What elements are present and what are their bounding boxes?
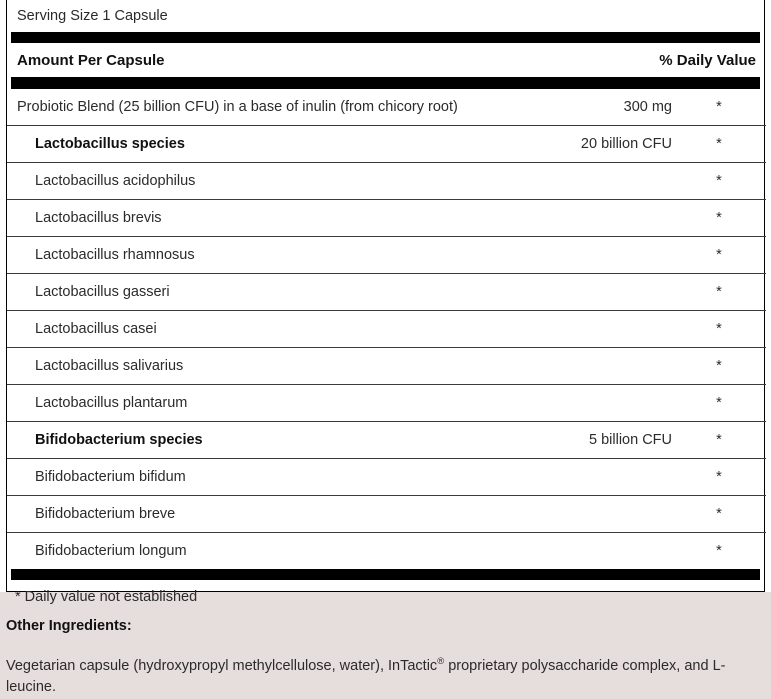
ingredient-amount-cell: 5 billion CFU: [487, 422, 672, 459]
table-row: [7, 274, 766, 311]
divider-bar-header: [11, 77, 760, 89]
divider-bar-top: [11, 32, 760, 43]
supplement-facts-table: [7, 89, 766, 569]
other-ingredients-title: Other Ingredients:: [6, 618, 132, 634]
ingredient-name-cell: Bifidobacterium species: [7, 422, 487, 459]
daily-value-footnote: [7, 580, 764, 614]
ingredient-amount-cell: [487, 311, 672, 348]
ingredient-name-cell: Lactobacillus gasseri: [7, 274, 487, 311]
ingredient-daily-value-cell: *: [672, 200, 766, 237]
table-row: [7, 126, 766, 163]
ingredient-amount-cell: [487, 163, 672, 200]
ingredient-name-cell: Bifidobacterium longum: [35, 543, 187, 559]
table-row: [7, 496, 766, 533]
serving-size-row: [7, 0, 764, 32]
ingredient-name-cell: Lactobacillus casei: [7, 311, 487, 348]
ingredient-daily-value-cell: *: [672, 89, 766, 126]
ingredient-name-cell: Bifidobacterium bifidum: [7, 459, 487, 496]
divider-bar-footnote: [11, 569, 760, 580]
ingredient-amount-cell: [487, 496, 672, 533]
ingredient-amount-cell: [487, 237, 672, 274]
ingredient-amount-cell: [487, 385, 672, 422]
ingredient-name-cell: Bifidobacterium breve: [7, 496, 487, 533]
ingredient-name-cell: Lactobacillus brevis: [7, 200, 487, 237]
table-row: [7, 200, 766, 237]
other-ingredients-text-after-mark: proprietary polysaccharide complex, and L-leucine.: [6, 658, 726, 695]
ingredient-daily-value-cell: *: [672, 459, 766, 496]
serving-size-label: Serving Size 1 Capsule: [17, 8, 168, 24]
ingredient-daily-value-cell: *: [672, 348, 766, 385]
table-row: [7, 459, 766, 496]
ingredient-daily-value-cell: *: [716, 543, 722, 559]
table-row: [7, 422, 766, 459]
daily-value-footnote-text: * Daily value not established: [15, 589, 198, 605]
ingredient-amount-cell: [487, 459, 672, 496]
ingredient-name-cell: Lactobacillus species: [7, 126, 487, 163]
supplement-facts-panel: [6, 0, 765, 605]
ingredient-daily-value-cell: *: [672, 237, 766, 274]
table-row: [7, 89, 766, 126]
table-row: [7, 533, 766, 570]
amount-per-capsule-header: Amount Per Capsule: [17, 51, 165, 69]
table-row: [7, 163, 766, 200]
supplement-facts-table-body: [7, 89, 766, 569]
ingredient-name-cell: Lactobacillus salivarius: [7, 348, 487, 385]
ingredient-amount-cell: [487, 348, 672, 385]
ingredient-amount-cell: 20 billion CFU: [487, 126, 672, 163]
ingredient-daily-value-cell: *: [672, 422, 766, 459]
ingredient-name-cell: Lactobacillus acidophilus: [7, 163, 487, 200]
ingredient-name-cell: Lactobacillus plantarum: [7, 385, 487, 422]
ingredient-amount-cell: 300 mg: [487, 89, 672, 126]
ingredient-daily-value-cell: *: [672, 496, 766, 533]
ingredient-name-cell: Probiotic Blend (25 billion CFU) in a base of inulin (from chicory root): [7, 89, 487, 126]
table-row: [7, 385, 766, 422]
ingredient-name-cell: Lactobacillus rhamnosus: [7, 237, 487, 274]
table-row: [7, 348, 766, 385]
ingredient-daily-value-cell: *: [672, 163, 766, 200]
ingredient-amount-cell: [487, 274, 672, 311]
table-row: [7, 311, 766, 348]
table-header-row: [7, 43, 764, 77]
ingredient-daily-value-cell: *: [672, 274, 766, 311]
ingredient-daily-value-cell: *: [672, 126, 766, 163]
registered-trademark-mark: ®: [437, 656, 445, 668]
table-row: [7, 237, 766, 274]
other-ingredients-text-before-mark: Vegetarian capsule (hydroxypropyl methylcellulose, water), InTactic: [6, 658, 438, 674]
ingredient-amount-cell: [487, 200, 672, 237]
percent-daily-value-header: % Daily Value: [659, 51, 756, 69]
other-ingredients-text: [6, 656, 763, 698]
ingredient-daily-value-cell: *: [672, 385, 766, 422]
ingredient-daily-value-cell: *: [672, 311, 766, 348]
ingredient-amount-cell: [487, 533, 672, 570]
